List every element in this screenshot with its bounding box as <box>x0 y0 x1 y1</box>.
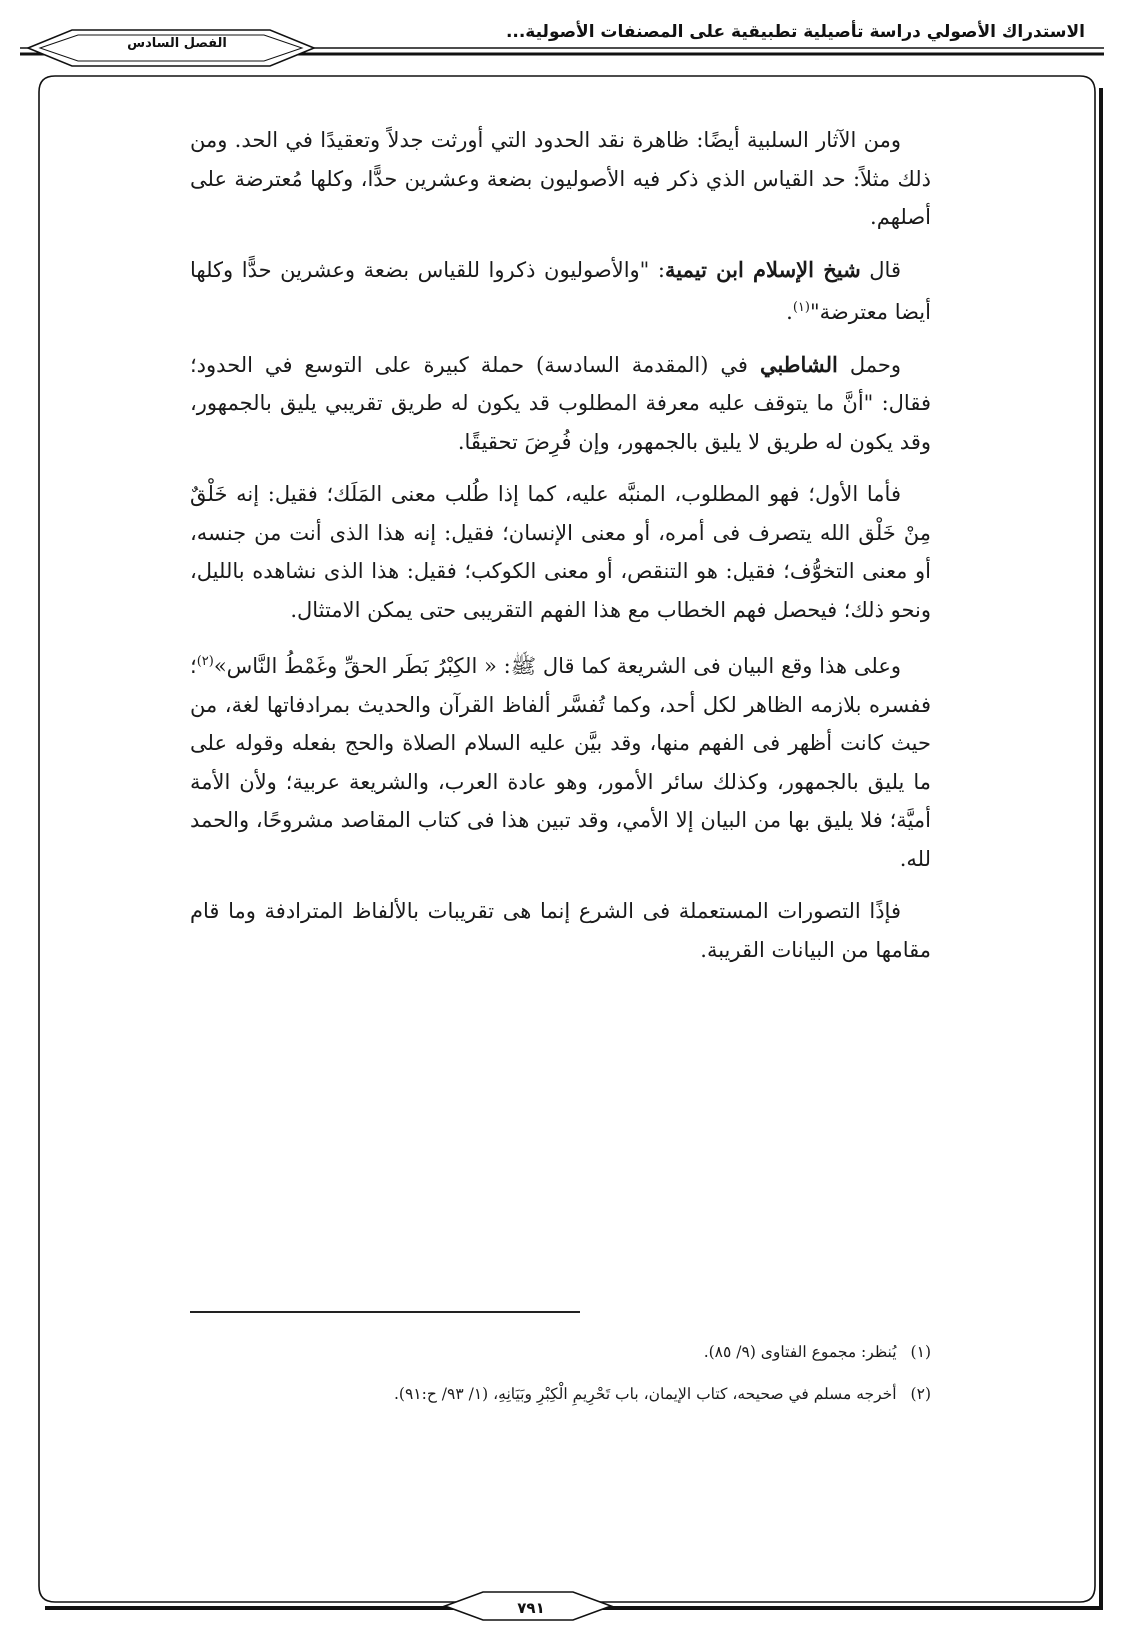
paragraph-4: فأما الأول؛ فهو المطلوب، المنبَّه عليه، كما إذا طُلب معنى المَلَك؛ فقيل: إنه خَلْقٌ مِنْ خَلْق الله يتصرف فى أمره، أو معنى الإنسان؛ فقيل: إنه هذا الذى أنت من جنسه، أو معنى التخوُّف؛ فقيل: هو التنقص، أو معنى الكوكب؛ فقيل: هذا الذى نشاهده بالليل، ونحو ذلك؛ فيحصل فهم الخطاب مع هذا الفهم التقريبى حتى يمكن الامتثال. <box>190 482 931 622</box>
footnote-ref-1: (١) <box>792 300 810 315</box>
footnote-text: يُنظر: مجموع الفتاوى (٩/ ٨٥). <box>703 1343 897 1361</box>
book-title: الاستدراك الأصولي دراسة تأصيلية تطبيقية على المصنفات الأصولية... <box>505 22 1085 42</box>
footnote-2 <box>150 1382 931 1406</box>
main-text <box>190 121 931 983</box>
chapter-label: الفصل السادس <box>127 36 227 51</box>
footnotes <box>150 1340 931 1424</box>
footnote-number: (٢) <box>910 1385 931 1403</box>
author-name: الشاطبي <box>759 351 838 377</box>
paragraph-6: فإذًا التصورات المستعملة فى الشرع إنما هى تقريبات بالألفاظ المترادفة وما قام مقامها من البيانات القريبة. <box>190 899 931 962</box>
author-name: شيخ الإسلام ابن تيمية <box>665 256 861 282</box>
footnote-text: أخرجه مسلم في صحيحه، كتاب الإيمان، باب تَحْرِيمِ الْكِبْرِ وبَيَانِهِ، (١/ ٩٣/ ح:٩١). <box>393 1385 897 1403</box>
paragraph-5: وعلى هذا وقع البيان فى الشريعة كما قال ﷺ: « الكِبْرُ بَطَر الحقِّ وغَمْطُ النَّاس»$^{(٢)}$؛ ففسره بلازمه الظاهر لكل أحد، وكما تُفسَّر ألفاظ القرآن والحديث بمرادفاتها لغة، من حيث كانت أظهر فى الفهم منها، وقد بيَّن عليه السلام الصلاة والحج بفعله وقوله على ما يليق بالجمهور، وكذلك سائر الأمور، وهو عادة العرب، والشريعة عربية؛ ولأن الأمة أميَّة؛ فلا يليق بها من البيان إلا الأمي، وقد تبين هذا فى كتاب المقاصد مشروحًا، والحمد لله. <box>190 654 931 871</box>
footnote-ref-2: (٢) <box>196 654 214 669</box>
footnote-1 <box>150 1340 931 1364</box>
footnote-number: (١) <box>910 1343 931 1361</box>
paragraph-3: وحمل الشاطبي في (المقدمة السادسة) حملة كبيرة على التوسع في الحدود؛ فقال: "أنَّ ما يتوقف عليه معرفة المطلوب قد يكون له طريق تقريبي يليق بالجمهور، وقد يكون له طريق لا يليق بالجمهور، وإن فُرِضَ تحقيقًا. <box>190 351 931 454</box>
page-number: ٧٩١ <box>517 1599 545 1617</box>
footnote-separator <box>190 1311 580 1313</box>
paragraph-1: ومن الآثار السلبية أيضًا: ظاهرة نقد الحدود التي أورثت جدلاً وتعقيدًا في الحد. ومن ذلك مثلاً: حد القياس الذي ذكر فيه الأصوليون بضعة وعشرين حدًّا، وكلها مُعترضة على أصلهم. <box>190 128 931 229</box>
paragraph-2: قال شيخ الإسلام ابن تيمية: "والأصوليون ذكروا للقياس بضعة وعشرين حدًّا وكلها أيضا معترضة"$^{(١)}$. <box>190 256 931 324</box>
